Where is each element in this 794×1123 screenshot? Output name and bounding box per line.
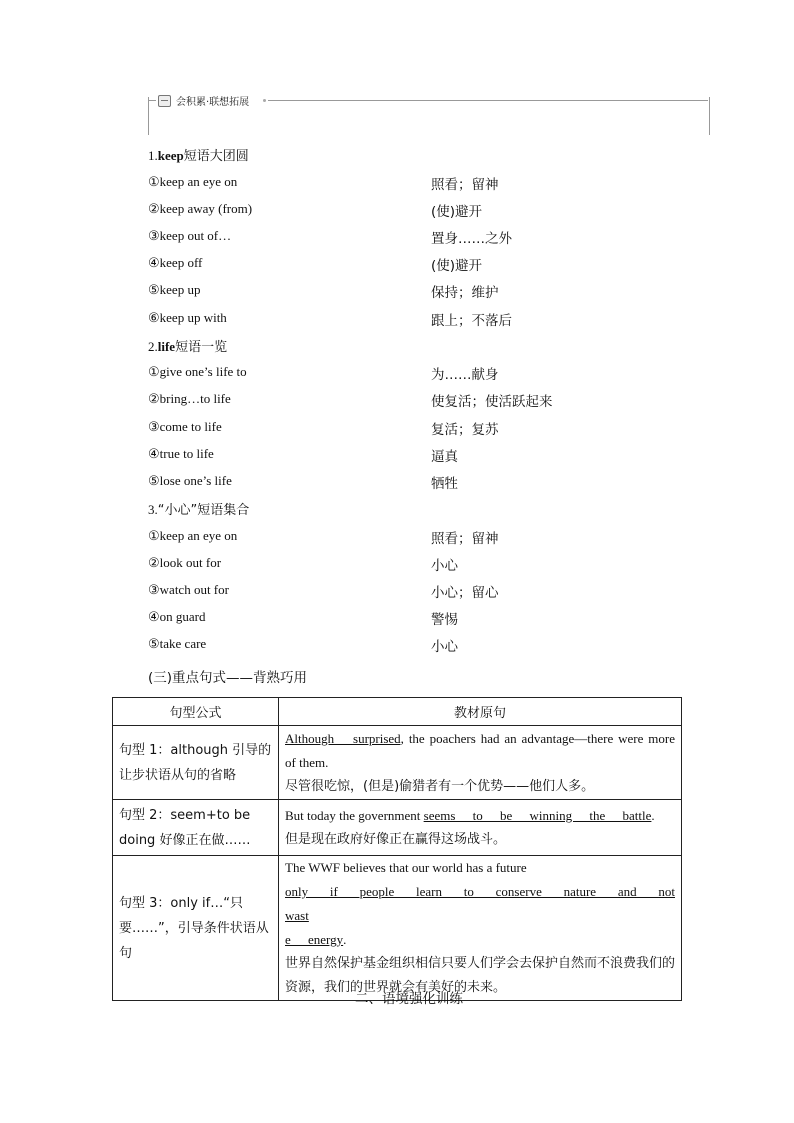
- pattern-cell: 句型 1：although 引导的让步状语从句的省略: [113, 726, 279, 800]
- phrase-cn: 逼真: [431, 449, 458, 465]
- phrase-cn: 使复活；使活跃起来: [431, 394, 553, 410]
- part-title: (三)重点句式——背熟巧用: [148, 670, 308, 686]
- group-heading-number: 3.: [148, 502, 158, 517]
- phrase-cn: (使)避开: [431, 204, 483, 220]
- sentence-end: .: [343, 932, 347, 947]
- table-header: 句型公式: [113, 698, 279, 726]
- underlined-phrase: seems to be winning the battle: [423, 807, 652, 823]
- phrase-en: ④on guard: [148, 609, 206, 624]
- phrase-cn: 为……献身: [431, 367, 499, 383]
- sentence-cn: 尽管很吃惊，(但是)偷猎者有一个优势——他们人多。: [285, 778, 595, 794]
- section-heading: 二、语境强化训练: [355, 991, 463, 1007]
- phrase-cn: 小心: [431, 639, 458, 655]
- underlined-phrase: only if people learn to conserve nature and not wast: [285, 884, 675, 923]
- underlined-phrase: Although surprised,: [285, 730, 404, 746]
- bullet-dot-icon: [263, 99, 266, 102]
- phrase-en: ⑤take care: [148, 636, 207, 651]
- phrase-cn: 照看；留神: [431, 531, 499, 547]
- phrase-en: ⑥keep up with: [148, 310, 227, 325]
- section-header-rule-right: [268, 100, 708, 101]
- phrase-en: ②look out for: [148, 555, 222, 570]
- phrase-en: ④true to life: [148, 446, 214, 461]
- phrase-en: ⑤lose one’s life: [148, 473, 232, 488]
- phrase-cn: 小心: [431, 558, 458, 574]
- pattern-cell: 句型 3：only if…“只要……”，引导条件状语从句: [113, 856, 279, 1001]
- group-heading-text: 短语一览: [175, 340, 228, 355]
- phrase-en: ②keep away (from): [148, 201, 253, 216]
- sentence-cn: 世界自然保护基金组织相信只要人们学会去保护自然而不浪费我们的资源，我们的世界就会有美好的未来。: [285, 956, 676, 995]
- phrase-en: ①keep an eye on: [148, 528, 238, 543]
- phrase-en: ③watch out for: [148, 582, 229, 597]
- group-heading-keep: [148, 145, 249, 164]
- sentence-en: The WWF believes that our world has a future: [285, 860, 527, 875]
- table-row: [113, 726, 682, 800]
- sentence-en: But today the government: [285, 807, 424, 823]
- table-header: 教材原句: [279, 698, 682, 726]
- phrase-en: ③come to life: [148, 419, 222, 434]
- notebook-icon: [158, 95, 171, 107]
- sentence-en: the poachers had an advantage—there were more of them.: [285, 730, 675, 770]
- phrase-cn: 牺牲: [431, 476, 458, 492]
- table-header-row: [113, 698, 682, 726]
- underlined-phrase: e energy: [285, 932, 344, 947]
- sentence-end: .: [651, 807, 655, 823]
- phrase-cn: 置身……之外: [431, 231, 512, 247]
- phrase-cn: 小心；留心: [431, 585, 499, 601]
- group-heading-keyword: life: [157, 339, 176, 354]
- phrase-en: ①give one’s life to: [148, 364, 247, 379]
- group-heading-careful: [148, 499, 249, 518]
- phrase-cn: 照看；留神: [431, 177, 499, 193]
- group-heading-life: [148, 336, 227, 355]
- group-heading-number: 2.: [148, 339, 158, 354]
- phrase-en: ③keep out of…: [148, 228, 232, 243]
- phrase-en: ⑤keep up: [148, 282, 201, 297]
- pattern-cell: 句型 2：seem+to be doing 好像正在做……: [113, 800, 279, 856]
- phrase-en: ②bring…to life: [148, 391, 231, 406]
- section-header-title: 会积累·联想拓展: [176, 97, 250, 108]
- phrase-cn: 保持；维护: [431, 285, 499, 301]
- group-heading-keyword: keep: [157, 148, 184, 163]
- phrase-en: ①keep an eye on: [148, 174, 238, 189]
- original-sentence-cell: [279, 856, 682, 1001]
- phrase-cn: 警惕: [431, 612, 458, 628]
- group-heading-text: 短语大团圆: [183, 149, 249, 164]
- phrase-cn: 复活；复苏: [431, 422, 499, 438]
- section-header-rule-left: [148, 100, 156, 101]
- group-heading-text: “小心”短语集合: [157, 503, 250, 518]
- original-sentence-cell: [279, 800, 682, 856]
- group-heading-number: 1.: [148, 148, 158, 163]
- phrase-cn: (使)避开: [431, 258, 483, 274]
- original-sentence-cell: [279, 726, 682, 800]
- sentence-cn: 但是现在政府好像正在赢得这场战斗。: [285, 831, 507, 847]
- phrase-cn: 跟上；不落后: [431, 313, 512, 329]
- sentence-pattern-table: [112, 697, 682, 1001]
- table-row: [113, 800, 682, 856]
- table-row: [113, 856, 682, 1001]
- phrase-en: ④keep off: [148, 255, 203, 270]
